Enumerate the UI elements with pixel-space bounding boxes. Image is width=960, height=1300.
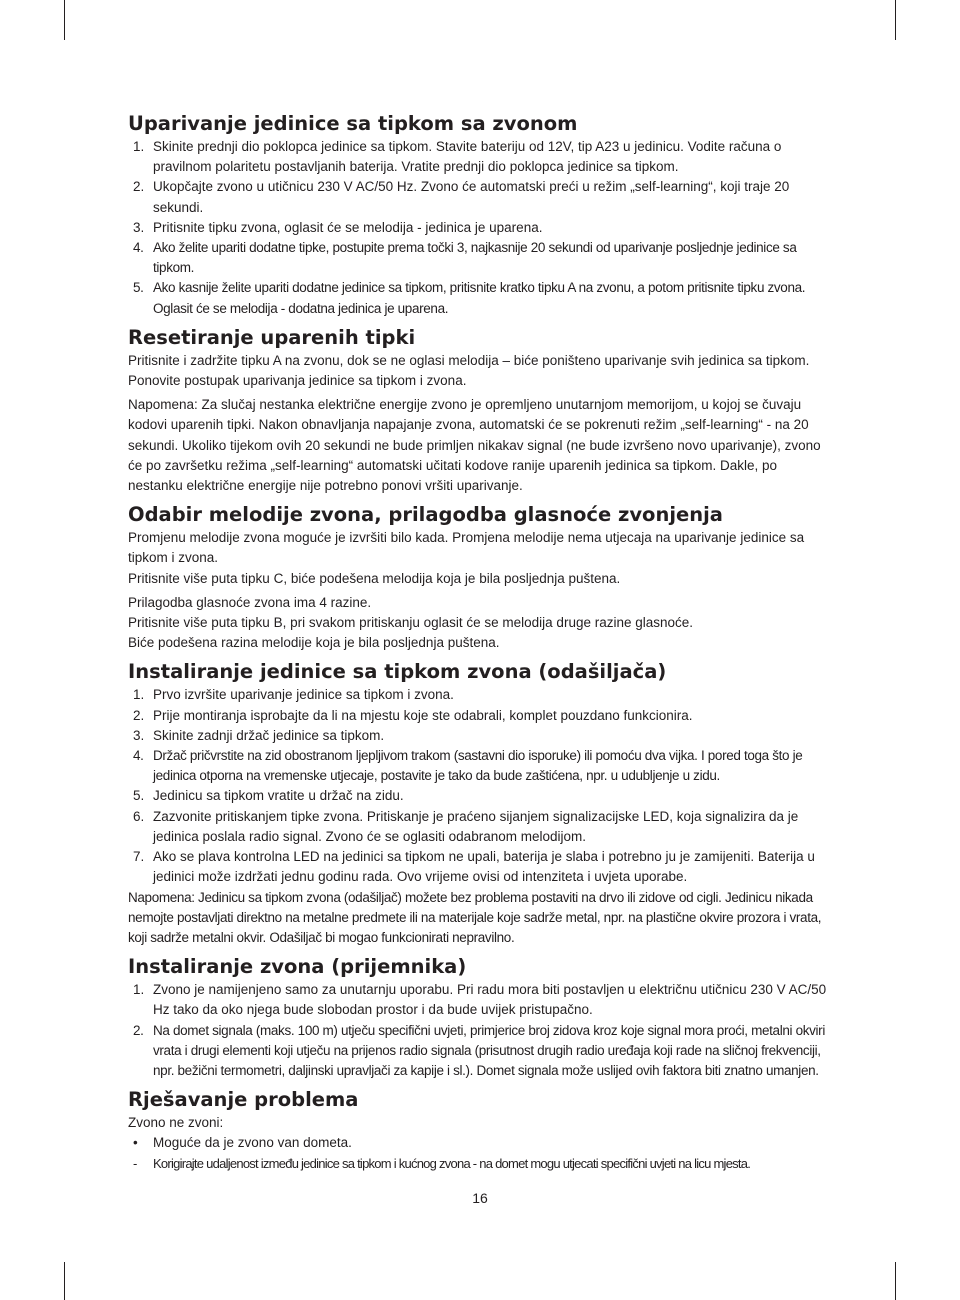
section-title: Resetiranje uparenih tipki bbox=[128, 325, 416, 349]
section-title: Rješavanje problema bbox=[128, 1088, 359, 1112]
page-number: 16 bbox=[472, 1190, 488, 1206]
crop-mark-top-left bbox=[64, 0, 65, 40]
section-melody bbox=[128, 502, 834, 653]
list-item: 1. Zvono je namijenjeno samo za unutarnju uporabu. Pri radu mora biti postavljen u električnu utičnicu 230 V AC/50 Hz tako da oko njega bude slobodan prostor i da bude uvijek pristupačno. bbox=[133, 982, 827, 1018]
section-title: Uparivanje jedinice sa tipkom sa zvonom bbox=[128, 112, 578, 135]
list-item: 3. Skinite zadnji držač jedinice sa tipkom. bbox=[133, 727, 385, 743]
crop-mark-bottom-right bbox=[895, 1262, 896, 1300]
crop-mark-bottom-left bbox=[64, 1262, 65, 1300]
list-item: 1. Skinite prednji dio poklopca jedinice sa tipkom. Stavite bateriju od 12V, tip A23 u jedinicu. Vodite računa o pravilnom polaritetu postavljanih baterija. Vratite prednji dio poklopca jedinice sa tipkom. bbox=[133, 139, 782, 175]
section-install-receiver bbox=[128, 954, 834, 1081]
install-transmitter-steps bbox=[128, 685, 834, 887]
list-item: 4. Držač pričvrstite na zid obostranom ljepljivom trakom (sastavni dio isporuke) ili pomoću dva vijka. I pored toga što je jedinica otporna na vremenske utjecaje, postavite je tako da bude zaštićena, npr. u udubljenje u zidu. bbox=[133, 748, 803, 784]
manual-page bbox=[128, 111, 834, 1174]
section-troubleshooting bbox=[128, 1087, 834, 1174]
note-paragraph: Napomena: Jedinicu sa tipkom zvona (odašiljač) možete bez problema postaviti na drvo ili zidove od cigli. Jedinicu nikada nemojte postavljati direktno na metalne predmete ili na materijale koje sadrže metal, npr. na plastične okvire prozora i vrata, koji sadrže metalni okvir. Odašiljač bi mogao funkcionirati nepravilno. bbox=[128, 889, 822, 945]
crop-mark-top-right bbox=[895, 0, 896, 40]
paragraph: Biće podešena razina melodije koja je bila posljednja puštena. bbox=[128, 635, 500, 651]
section-install-transmitter bbox=[128, 659, 834, 948]
list-item: 5. Jedinicu sa tipkom vratite u držač na zidu. bbox=[133, 788, 404, 804]
section-title: Instaliranje jedinice sa tipkom zvona (odašiljača) bbox=[128, 660, 667, 684]
paragraph: Pritisnite više puta tipku B, pri svakom pritiskanju oglasit će se melodija druge razine glasnoće. bbox=[128, 615, 694, 631]
note-paragraph: Napomena: Za slučaj nestanka električne energije zvono je opremljeno unutarnjom memorijom, u kojoj se čuvaju kodovi uparenih tipki. Nakon obnavljanja napajanje zvona, automatski će se pokrenuti režim „self-learning“ - na 20 sekundi. Ukoliko tijekom ovih 20 sekundi ne bude primljen nikakav signal (ne bude izvršeno novo uparivanje), zvono će po završetku režima „self-learning“ automatski učitati kodove ranije uparenih jedinica sa tipkom. Dakle, po nestanku električne energije nije potrebno ponovi vršiti uparivanje. bbox=[128, 397, 821, 494]
list-item: 4. Ako želite upariti dodatne tipke, postupite prema točki 3, najkasnije 20 sekundi od uparivanje posljednje jedinice sa tipkom. bbox=[133, 240, 797, 276]
list-item: 2. Ukopčajte zvono u utičnicu 230 V AC/50 Hz. Zvono će automatski preći u režim „self-learning“, koji traje 20 sekundi. bbox=[133, 179, 790, 215]
list-item: - Korigirajte udaljenost između jedinice sa tipkom i kućnog zvona - na domet mogu utjecati specifični uvjeti na licu mjesta. bbox=[133, 1155, 751, 1171]
list-item: 1. Prvo izvršite uparivanje jedinice sa tipkom i zvona. bbox=[133, 687, 454, 703]
section-pairing bbox=[128, 111, 834, 319]
list-item: 5. Ako kasnije želite upariti dodatne jedinice sa tipkom, pritisnite kratko tipku A na zvonu, a potom pritisnite tipku zvona. Oglasit će se melodija - dodatna jedinica je uparena. bbox=[133, 280, 806, 316]
paragraph: Prilagodba glasnoće zvona ima 4 razine. bbox=[128, 594, 372, 610]
paragraph: Pritisnite i zadržite tipku A na zvonu, dok se ne oglasi melodija – biće poništeno uparivanje svih jedinica sa tipkom. Ponovite postupak uparivanja jedinice sa tipkom i zvona. bbox=[128, 352, 810, 389]
section-title: Instaliranje zvona (prijemnika) bbox=[128, 955, 467, 979]
pairing-steps bbox=[128, 137, 834, 319]
list-item: 2. Na domet signala (maks. 100 m) utječu specifični uvjeti, primjerice broj zidova kroz koje signal mora proći, metalni okviri vrata i drugi elementi koji utječu na prijenos radio signala (prisutnost drugih radio uređaja koji rade na sličnoj frekvenciji, npr. bežični termometri, daljinski upravljači za kapije i sl.). Domet signala može uslijed ovih faktora biti znatno umanjen. bbox=[133, 1022, 825, 1078]
install-receiver-steps bbox=[128, 980, 834, 1081]
list-item: 2. Prije montiranja isprobajte da li na mjestu koje ste odabrali, komplet pouzdano funkcionira. bbox=[133, 707, 693, 723]
paragraph: Zvono ne zvoni: bbox=[128, 1115, 224, 1131]
section-title: Odabir melodije zvona, prilagodba glasnoće zvonjenja bbox=[128, 503, 723, 527]
list-item: • Moguće da je zvono van dometa. bbox=[133, 1135, 352, 1151]
list-item: 6. Zazvonite pritiskanjem tipke zvona. Pritiskanje je praćeno sijanjem signalizacijske LED, koja signalizira da je jedinica poslala radio signal. Zvono će se oglasiti odabranom melodijom. bbox=[133, 808, 799, 844]
section-reset bbox=[128, 325, 834, 496]
paragraph: Promjenu melodije zvona moguće je izvršiti bilo kada. Promjena melodije nema utjecaja na uparivanje jedinice sa tipkom i zvona. bbox=[128, 530, 805, 566]
troubleshooting-list bbox=[128, 1133, 834, 1173]
paragraph: Pritisnite više puta tipku C, biće podešena melodija koja je bila posljednja puštena. bbox=[128, 570, 621, 586]
list-item: 3. Pritisnite tipku zvona, oglasit će se melodija - jedinica je uparena. bbox=[133, 219, 543, 235]
list-item: 7. Ako se plava kontrolna LED na jedinici sa tipkom ne upali, baterija je slaba i potrebno ju je zamijeniti. Baterija u jedinici može izdržati jednu godinu rada. Ovo vrijeme ovisi od intenziteta i uvjeta uporabe. bbox=[133, 849, 815, 885]
